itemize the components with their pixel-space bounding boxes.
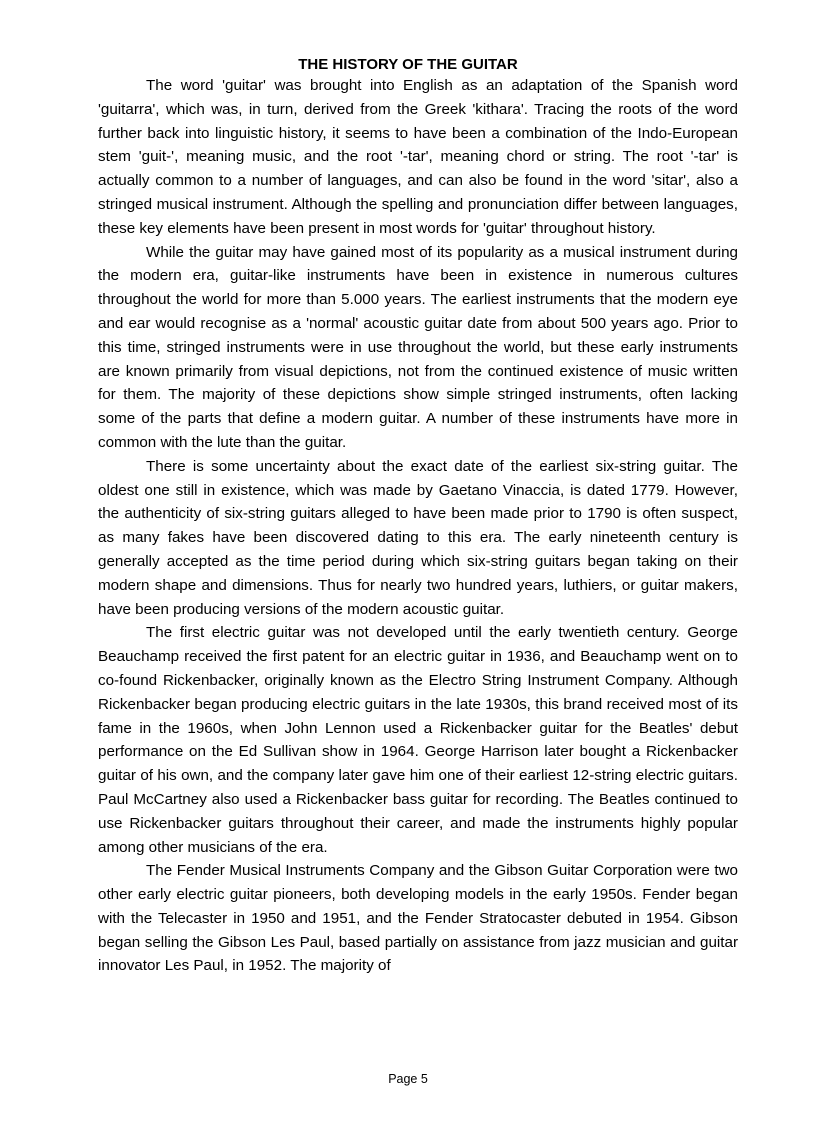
paragraph-electric-guitar: The first electric guitar was not developed until the early twentieth century. George Beauchamp received the first patent for an electric guitar in 1936, and Beauchamp went on to co-found Rickenbacker, originally known as the Electro String Instrument Company. Although Rickenbacker began producing electric guitars in the late 1930s, this brand received most of its fame in the 1960s, when John Lennon used a Rickenbacker guitar for the Beatles' debut performance on the Ed Sullivan show in 1964. George Harrison later bought a Rickenbacker guitar of his own, and the company later gave him one of their earliest 12-string electric guitars. Paul McCartney also used a Rickenbacker bass guitar for recording. The Beatles continued to use Rickenbacker guitars throughout their career, and made the instruments highly popular among other musicians of the era. xyxy=(98,624,738,856)
document-body xyxy=(98,74,738,978)
document-title: THE HISTORY OF THE GUITAR xyxy=(298,56,518,73)
paragraph-fender-gibson: The Fender Musical Instruments Company and the Gibson Guitar Corporation were two other early electric guitar pioneers, both developing models in the early 1950s. Fender began with the Telecaster in 1950 and 1951, and the Fender Stratocaster debuted in 1954. Gibson began selling the Gibson Les Paul, based partially on assistance from jazz musician and guitar innovator Les Paul, in 1952. The majority of xyxy=(98,862,738,975)
paragraph-etymology: The word 'guitar' was brought into English as an adaptation of the Spanish word 'guitarra', which was, in turn, derived from the Greek 'kithara'. Tracing the roots of the word further back into linguistic history, it seems to have been a combination of the Indo-European stem 'guit-', meaning music, and the root '-tar', meaning chord or string. The root '-tar' is actually common to a number of languages, and can also be found in the word 'sitar', also a stringed musical instrument. Although the spelling and pronunciation differ between languages, these key elements have been present in most words for 'guitar' throughout history. xyxy=(98,77,738,237)
paragraph-six-string: There is some uncertainty about the exact date of the earliest six-string guitar. The oldest one still in existence, which was made by Gaetano Vinaccia, is dated 1779. However, the authenticity of six-string guitars alleged to have been made prior to 1790 is often suspect, as many fakes have been discovered dating to this era. The early nineteenth century is generally accepted as the time period during which six-string guitars began taking on their modern shape and dimensions. Thus for nearly two hundred years, luthiers, or guitar makers, have been producing versions of the modern acoustic guitar. xyxy=(98,457,738,618)
paragraph-early-history: While the guitar may have gained most of its popularity as a musical instrument during the modern era, guitar-like instruments have been in existence in numerous cultures throughout the world for more than 5.000 years. The earliest instruments that the modern eye and ear would recognise as a 'normal' acoustic guitar date from about 500 years ago. Prior to this time, stringed instruments were in use throughout the world, but these early instruments are known primarily from visual depictions, not from the continued existence of music written for them. The majority of these depictions show simple stringed instruments, often lacking some of the parts that define a modern guitar. A number of these instruments have more in common with the lute than the guitar. xyxy=(98,243,738,451)
page-number: Page 5 xyxy=(388,1072,428,1086)
